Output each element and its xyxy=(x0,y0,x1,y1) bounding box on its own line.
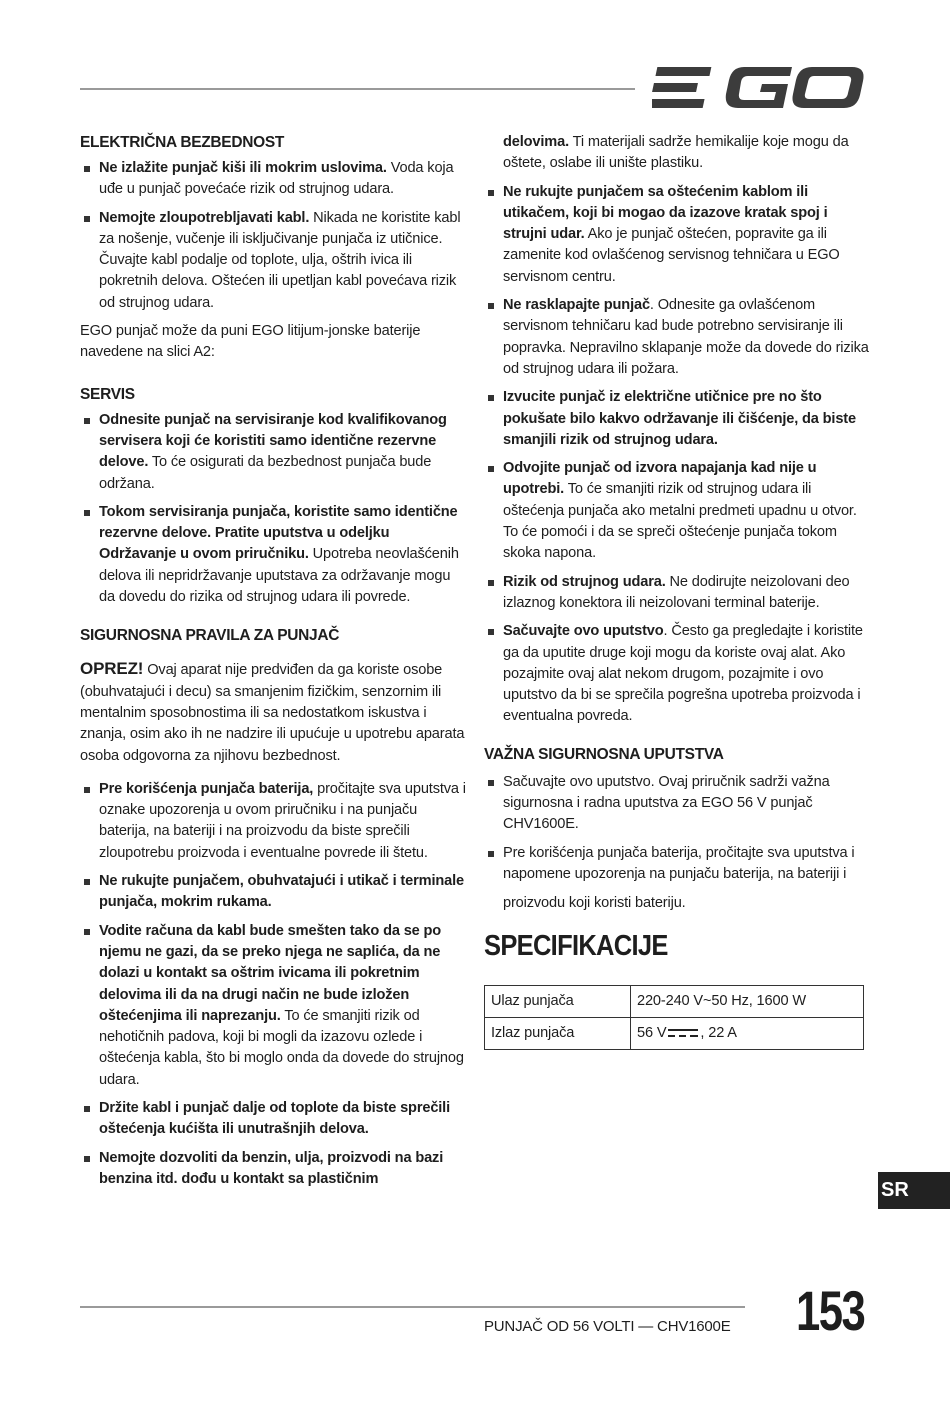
bullet-list xyxy=(80,158,468,314)
language-tab: SR xyxy=(878,1172,950,1209)
table-row xyxy=(485,1017,864,1049)
bullet-bold: Tokom servisiranja punjača, koristite samo identične rezervne delove. Pratite uputstva u odeljku Održavanje u ovom priručniku. xyxy=(99,503,458,563)
ego-logo xyxy=(652,64,864,112)
list-item xyxy=(484,843,872,915)
paragraph: EGO punjač može da puni EGO litijum-jonske baterije navedene na slici A2: xyxy=(80,323,421,361)
header-rule xyxy=(80,88,635,90)
list-item xyxy=(80,1148,468,1191)
list-item xyxy=(80,158,468,201)
bullet-bold: Ne izlažite punjač kiši ili mokrim uslovima. xyxy=(99,160,387,176)
warning-paragraph xyxy=(80,658,468,766)
footer-rule xyxy=(80,1306,745,1308)
bullet-text: To će smanjiti rizik od nehotičnih padova, koji bi mogli da izazovu ozlede i oštećenja kabla, što bi moglo onda da dovede do strujnog udara. xyxy=(99,1007,464,1088)
list-item xyxy=(80,921,468,1091)
bullet-bold: Ne rukujte punjačem, obuhvatajući i utikač i terminale punjača, mokrim rukama. xyxy=(99,873,464,911)
bullet-bold: delovima. xyxy=(503,134,569,150)
section-title-important-safety: VAŽNA SIGURNOSNA UPUTSTVA xyxy=(484,745,724,763)
bullet-text: Nikada ne koristite kabl za nošenje, vučenje ili isključivanje punjača iz utičnice. Čuvajte kabl podalje od toplote, ulja, oštrih ivica ili pokretnih delova. Oštećen ili upetljan kabl povećava rizik od strujnog udara. xyxy=(99,209,461,311)
right-column xyxy=(484,132,872,1050)
bullet-list xyxy=(80,410,468,609)
list-item xyxy=(80,779,468,864)
bullet-text: To će smanjiti rizik od strujnog udara ili oštećenja punjača ako metalni predmeti upadnu u otvor. To će pomoći i da se spreči oštećenje punjača tokom skoka napona. xyxy=(503,481,857,562)
page-number: 153 xyxy=(796,1279,865,1342)
left-column xyxy=(80,132,468,1190)
list-item xyxy=(484,387,872,451)
spec-label: Izlaz punjača xyxy=(485,1017,631,1049)
list-item xyxy=(484,182,872,288)
bullet-text: . Odnesite ga ovlašćenom servisnom tehničaru kad bude potrebno servisiranje ili popravka. Nepravilno sklapanje može da dovede do rizika od strujnog udara ili požara. xyxy=(503,297,869,377)
bullet-text: Pre korišćenja punjača baterija, pročitajte sva uputstva i napomene upozorenja na punjaču baterija, na bateriji i xyxy=(503,844,855,882)
spec-table xyxy=(484,985,864,1051)
bullet-bold: Ne rukujte punjačem sa oštećenim kablom ili utikačem, koji bi mogao da izazove kratak spoj i strujni udar. xyxy=(503,183,828,243)
section-title-electrical-safety: ELEKTRIČNA BEZBEDNOST xyxy=(80,134,285,151)
bullet-bold: Pre korišćenja punjača baterija, xyxy=(99,780,314,797)
bullet-bold: Sačuvajte ovo uputstvo xyxy=(503,623,664,640)
bullet-bold: Nemojte zloupotrebljavati kabl. xyxy=(99,209,310,226)
list-item xyxy=(80,502,468,608)
bullet-bold: Ne rasklapajte punjač xyxy=(503,297,650,314)
bullet-bold: Odnesite punjač na servisiranje kod kvalifikovanog servisera koji će koristiti samo identične rezervne delove. xyxy=(99,411,447,471)
bullet-bold: Vodite računa da kabl bude smešten tako da se po njemu ne gazi, da se preko njega ne saplića, da ne dolazi u kontakt sa oštrim ivicama ili pokretnim delovima ili da na drugi način ne bude izložen oštećenjima ili naprezanju. xyxy=(99,922,442,1024)
warning-text: Ovaj aparat nije predviđen da ga koriste osobe (obuhvatajući i decu) sa smanjenim fizičkim, senzornim ili mentalnim sposobnostima ili sa nedostatkom iskustva i znanja, osim ako ih ne nadzire ili upućuje u upotrebu aparata osoba odgovorna za njihovu bezbednost. xyxy=(80,662,465,764)
list-item xyxy=(80,871,468,914)
bullet-text: Ne dodirujte neizolovani deo izlaznog konektora ili neizolovani terminal baterije. xyxy=(503,573,850,611)
spec-label: Ulaz punjača xyxy=(485,985,631,1017)
bullet-list xyxy=(484,772,872,915)
spec-value xyxy=(631,1017,864,1049)
bullet-text: pročitajte sva uputstva i oznake upozorenja u ovom priručniku i na punjaču baterija, na bateriji i na proizvodu da biste sprečili zloupotrebu proizvoda i eventualne povrede ili štetu. xyxy=(99,780,466,861)
list-item: Sačuvajte ovo uputstvo. Ovaj priručnik sadrži važna sigurnosna i radna uputstva za EGO 56 V punjač CHV1600E. xyxy=(484,772,872,836)
list-item xyxy=(80,208,468,314)
list-item xyxy=(80,1098,468,1141)
bullet-bold: Držite kabl i punjač dalje od toplote da biste sprečili oštećenja kućišta ili unutrašnjih delova. xyxy=(99,1099,450,1138)
spec-value: 220-240 V~50 Hz, 1600 W xyxy=(631,985,864,1017)
bullet-bold: Izvucite punjač iz električne utičnice pre no što pokušate bilo kakvo održavanje ili čišćenje, da biste smanjili rizik od strujnog udara. xyxy=(503,389,856,448)
bullet-list xyxy=(484,182,872,728)
bullet-bold: Odvojite punjač od izvora napajanja kad nije u upotrebi. xyxy=(503,460,817,498)
continued-paragraph xyxy=(484,132,872,175)
table-row xyxy=(485,985,864,1017)
bullet-list xyxy=(80,779,468,1190)
bullet-text: Ti materijali sadrže hemikalije koje mogu da oštete, oslabe ili unište plastiku. xyxy=(503,134,849,172)
spec-value-current: , 22 A xyxy=(700,1024,737,1041)
bullet-bold: Nemojte dozvoliti da benzin, ulja, proizvodi na bazi benzina itd. dođu u kontakt sa plastičnim xyxy=(99,1149,444,1187)
spec-heading: SPECIFIKACIJE xyxy=(484,929,668,962)
list-item xyxy=(484,458,872,564)
dc-current-icon xyxy=(668,1028,698,1038)
bullet-text: . Često ga pregledajte i koristite ga da uputite druge koji mogu da koriste ovaj alat. Ako pozajmite ovaj alat nekom drugom, pozajmite i ovo uputstvo da bi se sprečila pogrešna upotreba proizvoda i eventualna povreda. xyxy=(503,623,863,725)
list-item xyxy=(484,295,872,380)
section-title-charger-safety-rules: SIGURNOSNA PRAVILA ZA PUNJAČ xyxy=(80,627,340,645)
section-title-service: SERVIS xyxy=(80,385,135,403)
bullet-text: Voda koja uđe u punjač povećaće rizik od strujnog udara. xyxy=(99,160,454,198)
footer-title: PUNJAČ OD 56 VOLTI — CHV1600E xyxy=(484,1318,731,1335)
bullet-text: Ako je punjač oštećen, popravite ga ili zamenite kod ovlašćenog servisnog tehničara u EGO servisnom centru. xyxy=(503,226,840,285)
list-item xyxy=(484,572,872,615)
bullet-text: To će osigurati da bezbednost punjača bude održana. xyxy=(99,454,432,492)
spec-value-voltage: 56 V xyxy=(637,1024,667,1041)
bullet-text: proizvodu koji koristi bateriju. xyxy=(503,895,686,912)
list-item xyxy=(484,621,872,727)
bullet-bold: Rizik od strujnog udara. xyxy=(503,573,666,590)
list-item xyxy=(80,410,468,495)
bullet-text: Upotreba neovlašćenih delova ili nepridržavanje uputstava za održavanje mogu da dovedu do rizika od strujnog udara ili povrede. xyxy=(99,546,459,606)
warning-label: OPREZ! xyxy=(80,659,144,679)
